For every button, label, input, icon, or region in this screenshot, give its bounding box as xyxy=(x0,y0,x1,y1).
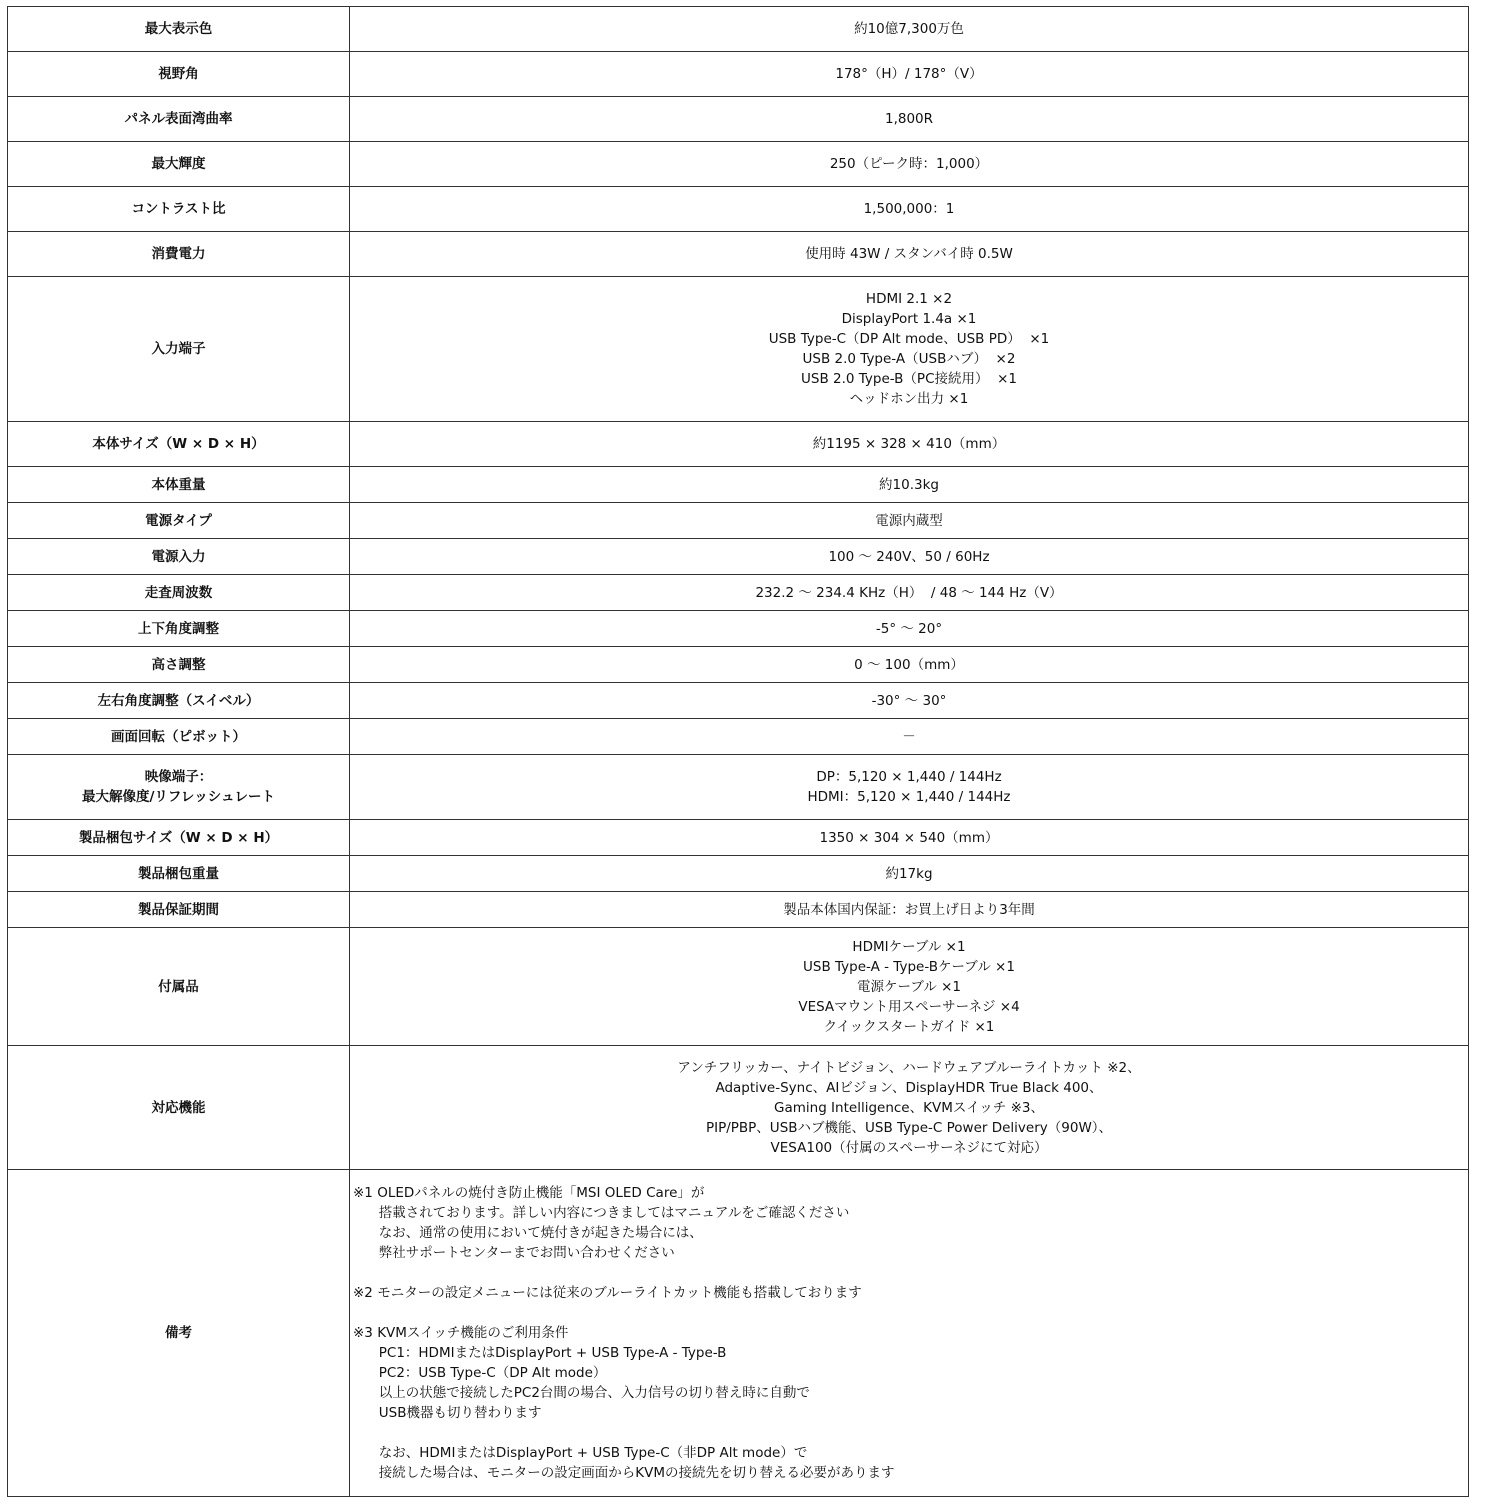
spec-label xyxy=(8,422,350,467)
spec-value-line: クイックスタートガイド ×1 xyxy=(823,1018,995,1035)
spec-value-line: 電源ケーブル ×1 xyxy=(857,978,961,995)
spec-label-line: 本体サイズ（W × D × H） xyxy=(92,436,265,452)
spec-label xyxy=(8,52,350,97)
spec-value-line: PC2：USB Type-C（DP Alt mode） xyxy=(353,1365,607,1381)
spec-row xyxy=(8,52,1469,97)
spec-row xyxy=(8,575,1469,611)
spec-value-line: DP：5,120 × 1,440 / 144Hz xyxy=(816,769,1002,785)
spec-label xyxy=(8,647,350,683)
spec-row xyxy=(8,97,1469,142)
spec-label-line: 入力端子 xyxy=(151,341,206,357)
spec-row xyxy=(8,142,1469,187)
spec-row xyxy=(8,7,1469,52)
spec-value xyxy=(350,1046,1469,1170)
spec-label-line: コントラスト比 xyxy=(131,201,226,217)
spec-value-line: 以上の状態で接続したPC2台間の場合、入力信号の切り替え時に自動で xyxy=(353,1385,810,1401)
spec-value-line: USB機器も切り替わります xyxy=(353,1405,542,1421)
spec-value-line: USB 2.0 Type-A（USBハブ） ×2 xyxy=(802,351,1016,367)
spec-label-line: 備考 xyxy=(165,1325,192,1341)
spec-value-line: 250（ピーク時：1,000） xyxy=(829,156,989,172)
spec-row xyxy=(8,928,1469,1046)
spec-value xyxy=(350,142,1469,187)
spec-label xyxy=(8,7,350,52)
spec-value-line: ※3 KVMスイッチ機能のご利用条件 xyxy=(353,1325,569,1341)
spec-label-line: 電源タイプ xyxy=(145,512,212,529)
spec-value xyxy=(350,575,1469,611)
spec-value-line: HDMI 2.1 ×2 xyxy=(865,291,953,307)
spec-label-line: 高さ調整 xyxy=(151,656,206,673)
spec-value-line: -5° ～ 20° xyxy=(875,620,943,637)
spec-value-line: HDMI：5,120 × 1,440 / 144Hz xyxy=(807,789,1011,805)
spec-value-line: 約10.3kg xyxy=(879,476,939,493)
spec-value xyxy=(350,719,1469,755)
spec-value-spacer xyxy=(353,1303,1468,1323)
spec-value xyxy=(350,52,1469,97)
spec-label xyxy=(8,1170,350,1497)
spec-label-line: 製品梱包サイズ（W × D × H） xyxy=(78,829,279,846)
spec-value-spacer xyxy=(353,1263,1468,1283)
spec-label xyxy=(8,142,350,187)
spec-label xyxy=(8,503,350,539)
spec-label xyxy=(8,539,350,575)
spec-row xyxy=(8,539,1469,575)
spec-value-line: 1350 × 304 × 540（mm） xyxy=(819,829,999,846)
spec-value-line: ※1 OLEDパネルの焼付き防止機能「MSI OLED Care」が xyxy=(353,1185,705,1201)
spec-value-line: VESA100（付属のスペーサーネジにて対応） xyxy=(770,1139,1048,1156)
spec-value-line: 電源内蔵型 xyxy=(875,512,943,529)
spec-value-line: なお、通常の使用において焼付きが起きた場合には、 xyxy=(353,1225,703,1241)
spec-label xyxy=(8,928,350,1046)
spec-label xyxy=(8,611,350,647)
spec-value xyxy=(350,467,1469,503)
spec-value xyxy=(350,7,1469,52)
spec-value-line: 100 ～ 240V、50 / 60Hz xyxy=(828,548,990,565)
spec-label xyxy=(8,1046,350,1170)
spec-value xyxy=(350,97,1469,142)
spec-value-line: 1,800R xyxy=(884,111,934,127)
spec-value-line: USB Type-C（DP Alt mode、USB PD） ×1 xyxy=(768,331,1050,347)
spec-label-line: 映像端子： xyxy=(144,769,213,785)
spec-value-spacer xyxy=(353,1423,1468,1443)
spec-value-line: 1,500,000：1 xyxy=(863,201,955,217)
spec-label-line: 対応機能 xyxy=(151,1099,206,1116)
spec-label xyxy=(8,719,350,755)
spec-value-line: DisplayPort 1.4a ×1 xyxy=(841,311,977,327)
spec-value xyxy=(350,856,1469,892)
spec-value xyxy=(350,928,1469,1046)
spec-label-line: 視野角 xyxy=(158,66,199,82)
spec-label-line: 消費電力 xyxy=(151,246,206,262)
spec-label-line: 左右角度調整（スイベル） xyxy=(97,692,260,709)
spec-row xyxy=(8,1046,1469,1170)
spec-label xyxy=(8,277,350,422)
spec-row xyxy=(8,232,1469,277)
spec-row xyxy=(8,422,1469,467)
spec-row xyxy=(8,1170,1469,1497)
spec-label-line: 画面回転（ピボット） xyxy=(111,728,246,745)
spec-row xyxy=(8,892,1469,928)
spec-value-line: USB 2.0 Type-B（PC接続用） ×1 xyxy=(801,371,1017,387)
spec-label xyxy=(8,892,350,928)
spec-label xyxy=(8,755,350,820)
spec-value-line: 232.2 ～ 234.4 KHz（H） / 48 ～ 144 Hz（V） xyxy=(755,584,1063,601)
spec-label xyxy=(8,467,350,503)
spec-value-line: USB Type-A - Type-Bケーブル ×1 xyxy=(803,958,1015,975)
spec-value-line: － xyxy=(902,728,916,745)
spec-label-line: 付属品 xyxy=(158,978,199,995)
spec-label-line: パネル表面湾曲率 xyxy=(124,111,233,127)
spec-label-line: 最大表示色 xyxy=(144,21,213,37)
spec-value xyxy=(350,611,1469,647)
spec-row xyxy=(8,820,1469,856)
spec-value-line: HDMIケーブル ×1 xyxy=(852,938,966,955)
spec-value-line: なお、HDMIまたはDisplayPort + USB Type-C（非DP Alt mode）で xyxy=(353,1445,808,1461)
spec-value-line: 約17kg xyxy=(885,865,933,882)
spec-label-line: 最大輝度 xyxy=(151,156,206,172)
spec-value xyxy=(350,187,1469,232)
spec-row xyxy=(8,277,1469,422)
spec-value-line: 約1195 × 328 × 410（mm） xyxy=(812,436,1006,452)
spec-value-line: 0 ～ 100（mm） xyxy=(854,656,964,673)
spec-label-line: 製品梱包重量 xyxy=(138,865,219,882)
spec-value xyxy=(350,232,1469,277)
spec-label xyxy=(8,856,350,892)
spec-value-line: 接続した場合は、モニターの設定画面からKVMの接続先を切り替える必要があります xyxy=(353,1465,895,1481)
spec-value-line: ヘッドホン出力 ×1 xyxy=(849,391,969,407)
spec-value xyxy=(350,647,1469,683)
spec-value xyxy=(350,422,1469,467)
spec-value xyxy=(350,539,1469,575)
spec-table xyxy=(7,6,1469,1497)
spec-label-line: 上下角度調整 xyxy=(138,620,219,637)
spec-label-line: 走査周波数 xyxy=(144,584,213,601)
spec-row xyxy=(8,755,1469,820)
spec-label-line: 最大解像度/リフレッシュレート xyxy=(82,789,275,805)
spec-value-line: 搭載されております。詳しい内容につきましてはマニュアルをご確認ください xyxy=(353,1205,850,1221)
spec-value-line: VESAマウント用スペーサーネジ ×4 xyxy=(798,998,1020,1015)
spec-value xyxy=(350,1170,1469,1497)
spec-row xyxy=(8,647,1469,683)
spec-label xyxy=(8,575,350,611)
spec-value xyxy=(350,503,1469,539)
spec-value-line: -30° ～ 30° xyxy=(871,692,947,709)
spec-value xyxy=(350,892,1469,928)
spec-table-body xyxy=(8,7,1469,1497)
spec-label-line: 製品保証期間 xyxy=(138,901,219,918)
spec-row xyxy=(8,611,1469,647)
spec-label xyxy=(8,97,350,142)
spec-value-line: 約10億7,300万色 xyxy=(854,21,964,37)
spec-label xyxy=(8,820,350,856)
spec-value-line: 使用時 43W / スタンバイ時 0.5W xyxy=(805,246,1013,262)
spec-row xyxy=(8,503,1469,539)
spec-value-line: アンチフリッカー、ナイトビジョン、ハードウェアブルーライトカット ※2、 xyxy=(677,1059,1141,1076)
spec-value-line: 弊社サポートセンターまでお問い合わせください xyxy=(353,1245,675,1261)
spec-value-line: 178°（H）/ 178°（V） xyxy=(835,66,983,82)
spec-row xyxy=(8,719,1469,755)
spec-value-line: PC1：HDMIまたはDisplayPort + USB Type-A - Type-B xyxy=(353,1345,727,1361)
spec-value xyxy=(350,755,1469,820)
spec-value-line: PIP/PBP、USBハブ機能、USB Type-C Power Delivery（90W）、 xyxy=(705,1119,1113,1136)
spec-row xyxy=(8,856,1469,892)
spec-value-line: ※2 モニターの設定メニューには従来のブルーライトカット機能も搭載しております xyxy=(353,1285,862,1301)
spec-value-line: 製品本体国内保証：お買上げ日より3年間 xyxy=(783,901,1035,918)
spec-label-line: 電源入力 xyxy=(151,548,206,565)
spec-label xyxy=(8,683,350,719)
spec-label-line: 本体重量 xyxy=(151,476,206,493)
spec-row xyxy=(8,467,1469,503)
spec-value xyxy=(350,683,1469,719)
spec-label xyxy=(8,232,350,277)
spec-value-line: Gaming Intelligence、KVMスイッチ ※3、 xyxy=(774,1099,1044,1116)
spec-label xyxy=(8,187,350,232)
spec-row xyxy=(8,683,1469,719)
spec-value xyxy=(350,277,1469,422)
spec-row xyxy=(8,187,1469,232)
spec-value-line: Adaptive-Sync、AIビジョン、DisplayHDR True Black 400、 xyxy=(715,1079,1103,1096)
spec-value xyxy=(350,820,1469,856)
